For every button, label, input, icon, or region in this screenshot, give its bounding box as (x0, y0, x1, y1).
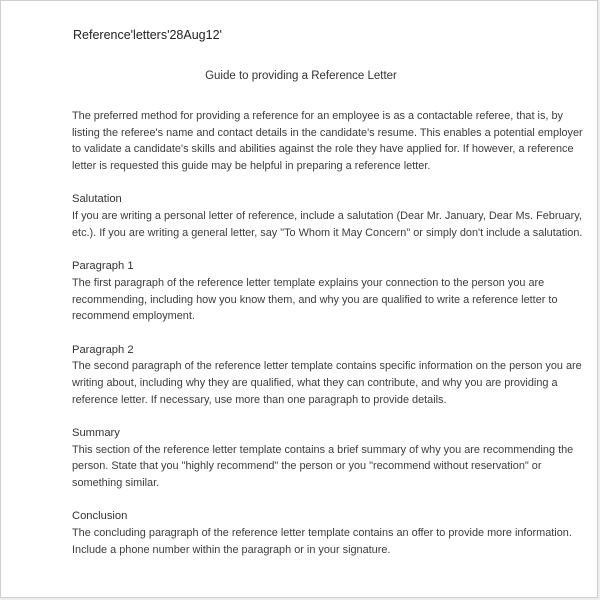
document-title: Guide to providing a Reference Letter (205, 70, 397, 82)
document-body (72, 108, 584, 558)
section-heading: Paragraph 1 (72, 260, 134, 273)
section-body: The first paragraph of the reference letter template explains your connection to the person you are recommending, including how you know them, and why you are qualified to write a reference letter to recommend employment. (72, 276, 558, 323)
section-paragraph-2 (72, 342, 584, 409)
section-heading: Summary (72, 426, 120, 439)
section-salutation (72, 191, 584, 241)
section-body: The second paragraph of the reference letter template contains specific information on the person you are writing about, including why they are qualified, what they can contribute, and why you are providing a reference letter. If necessary, use more than one paragraph to provide details. (72, 360, 582, 406)
section-paragraph-1 (72, 258, 584, 325)
section-summary (72, 425, 584, 492)
section-conclusion (72, 508, 584, 558)
section-heading: Paragraph 2 (72, 343, 134, 356)
intro-paragraph: The preferred method for providing a reference for an employee is as a contactable referee, that is, by listing the referee's name and contact details in the candidate's resume. This enables a potential employer to validate a candidate's skills and abilities against the role they have applied for. If however, a reference letter is requested this guide may be helpful in preparing a reference letter. (72, 110, 583, 173)
section-body: If you are writing a personal letter of reference, include a salutation (Dear Mr. January, Dear Ms. February, etc.). If you are writing a general letter, say "To Whom it May Concern" or simply don't include a salutation. (72, 210, 583, 239)
document-header: Reference'letters'28Aug12' (73, 28, 222, 42)
section-heading: Conclusion (72, 510, 128, 523)
section-heading: Salutation (72, 193, 122, 206)
section-body: This section of the reference letter template contains a brief summary of why you are recommending the person. State that you "highly recommend" the person or you "recommend without reservation" or something similar. (72, 443, 574, 490)
section-body: The concluding paragraph of the reference letter template contains an offer to provide more information. Include a phone number within the paragraph or in your signature. (72, 527, 572, 556)
